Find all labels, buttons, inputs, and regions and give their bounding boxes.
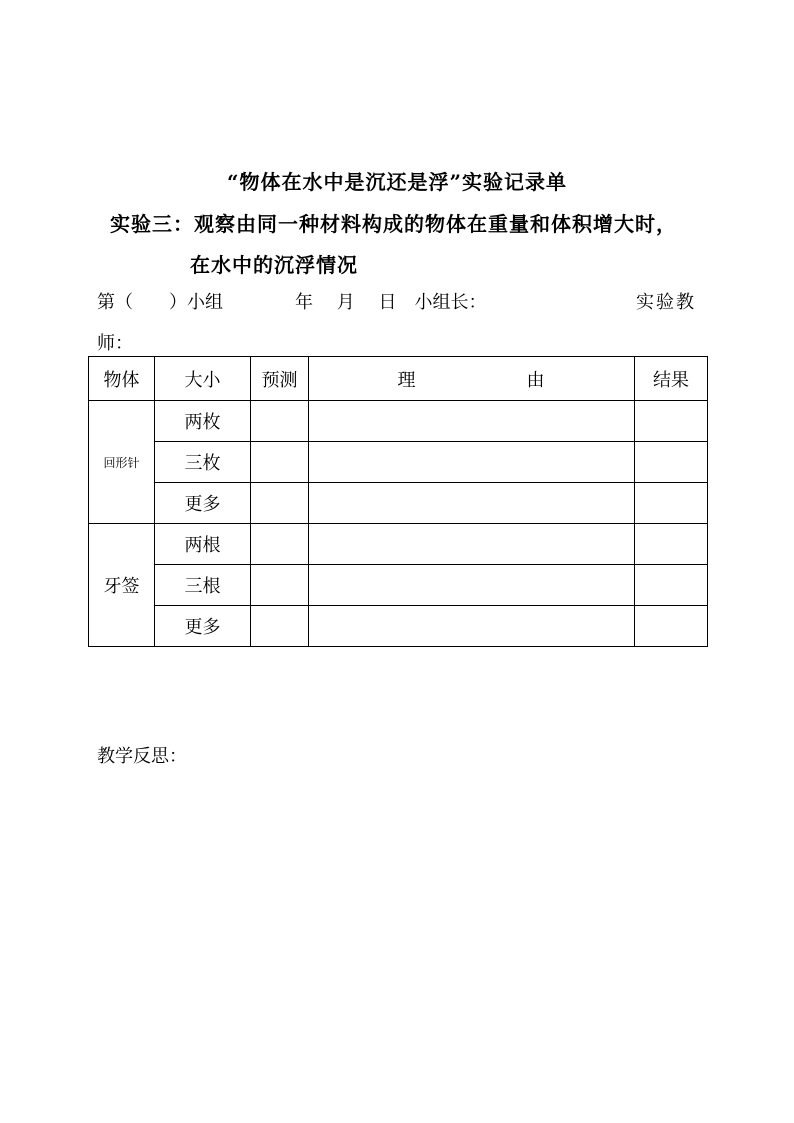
experiment-subtitle-line-2: 在水中的沉浮情况	[190, 253, 358, 277]
reason-cell[interactable]	[309, 565, 635, 606]
reason-cell[interactable]	[309, 442, 635, 483]
table-row	[89, 483, 708, 524]
result-cell[interactable]	[635, 524, 708, 565]
size-cell: 两根	[155, 524, 251, 565]
teaching-reflection-label: 教学反思：	[97, 746, 187, 767]
size-cell: 三枚	[155, 442, 251, 483]
reason-cell[interactable]	[309, 606, 635, 647]
prediction-cell[interactable]	[251, 401, 309, 442]
prediction-cell[interactable]	[251, 442, 309, 483]
teacher-label-suffix: 师：	[97, 333, 133, 354]
header-reason-right: 由	[526, 369, 545, 391]
table-row	[89, 524, 708, 565]
prediction-cell[interactable]	[251, 606, 309, 647]
result-cell[interactable]	[635, 442, 708, 483]
table-row	[89, 442, 708, 483]
reason-cell[interactable]	[309, 401, 635, 442]
result-cell[interactable]	[635, 606, 708, 647]
result-cell[interactable]	[635, 401, 708, 442]
object-toothpick: 牙签	[89, 524, 155, 647]
prediction-cell[interactable]	[251, 483, 309, 524]
document-title: “物体在水中是沉还是浮”实验记录单	[226, 170, 567, 194]
header-object: 物体	[89, 357, 155, 401]
prediction-cell[interactable]	[251, 565, 309, 606]
header-reason	[309, 357, 635, 401]
group-info-line: 第（ ）小组 年 月 日 小组长：	[97, 292, 487, 313]
experiment-subtitle-line-1: 实验三：观察由同一种材料构成的物体在重量和体积增大时，	[110, 212, 677, 236]
teacher-label-prefix: 实验教	[636, 292, 696, 313]
object-paperclip: 回形针	[89, 401, 155, 524]
size-cell: 两枚	[155, 401, 251, 442]
result-cell[interactable]	[635, 483, 708, 524]
header-size: 大小	[155, 357, 251, 401]
header-result: 结果	[635, 357, 708, 401]
reason-cell[interactable]	[309, 483, 635, 524]
header-prediction: 预测	[251, 357, 309, 401]
size-cell: 更多	[155, 483, 251, 524]
table-row	[89, 565, 708, 606]
table-header-row	[89, 357, 708, 401]
prediction-cell[interactable]	[251, 524, 309, 565]
header-reason-left: 理	[397, 369, 416, 391]
result-cell[interactable]	[635, 565, 708, 606]
experiment-record-table	[88, 356, 708, 647]
size-cell: 三根	[155, 565, 251, 606]
size-cell: 更多	[155, 606, 251, 647]
table-row	[89, 606, 708, 647]
reason-cell[interactable]	[309, 524, 635, 565]
table-row	[89, 401, 708, 442]
